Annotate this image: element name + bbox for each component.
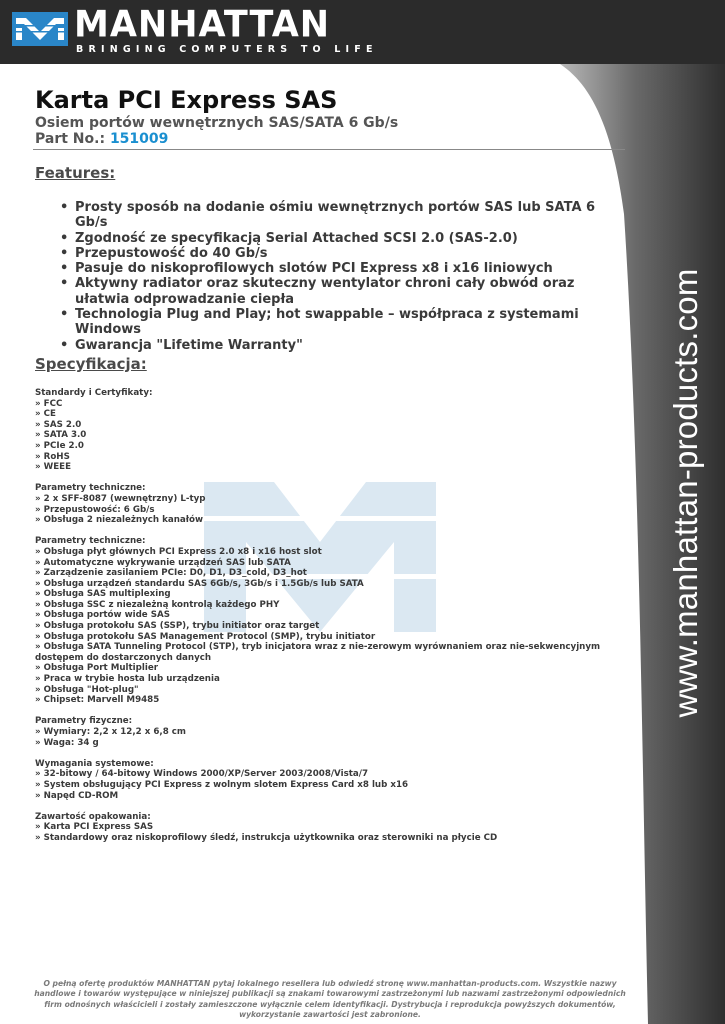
bullet-icon: • — [60, 337, 69, 353]
spec-group-certifications — [35, 388, 615, 473]
bullet-icon: • — [60, 261, 69, 277]
spec-group-title: Zawartość opakowania: — [35, 811, 151, 822]
feature-item: • Pasuje do niskoprofilowych slotów PCI Express x8 i x16 liniowych — [60, 261, 553, 277]
spec-group-title: Parametry fizyczne: — [35, 716, 133, 727]
part-number-line — [35, 131, 168, 147]
spec-line: » 2 x SFF-8087 (wewnętrzny) L-typ — [35, 493, 206, 504]
spec-line: » Wymiary: 2,2 x 12,2 x 6,8 cm — [35, 727, 186, 737]
feature-item: • Aktywny radiator oraz skuteczny wentylator chroni cały obwód oraz ułatwia odprowadzanie ciepła — [60, 276, 575, 307]
spec-line: » Obsługa Port Multiplier — [35, 663, 159, 674]
spec-section — [35, 388, 615, 854]
spec-group-title: Standardy i Certyfikaty: — [35, 388, 153, 398]
spec-line: » Obsługa "Hot-plug" — [35, 684, 139, 695]
features-heading: Features: — [35, 164, 116, 182]
spec-group-physical — [35, 716, 615, 748]
spec-line: » SATA 3.0 — [35, 430, 87, 441]
spec-group-title: Wymagania systemowe: — [35, 758, 154, 769]
spec-line: » WEEE — [35, 462, 72, 473]
bullet-icon: • — [60, 245, 69, 261]
page-title: Karta PCI Express SAS — [35, 86, 338, 114]
spec-group-package-contents — [35, 812, 615, 844]
spec-line: » FCC — [35, 398, 63, 409]
spec-group-title: Parametry techniczne: — [35, 536, 146, 547]
feature-item: • Gwarancja "Lifetime Warranty" — [60, 337, 303, 353]
spec-line: » CE — [35, 409, 56, 420]
spec-line: » Karta PCI Express SAS — [35, 822, 154, 833]
spec-line: » Obsługa protokołu SAS Management Protocol (SMP), trybu initiator — [35, 631, 376, 642]
spec-line: » SAS 2.0 — [35, 419, 82, 430]
spec-line: » Praca w trybie hosta lub urządzenia — [35, 674, 220, 685]
spec-line: » Obsługa 2 niezależnych kanałów — [35, 515, 204, 526]
bullet-icon: • — [60, 276, 69, 292]
footer-disclaimer: O pełną ofertę produktów MANHATTAN pytaj lokalnego resellera lub odwiedź stronę www.manhattan-products.com. Wszystkie nazwy handlowe i towarów występujące w niniejszej publikacji są znakami towarowymi zastrzeżonymi lub nazwami zastrzeżonymi odpowiednich firm odnośnych właścicieli i zostały zamieszczone wyłącznie celem identyfikacji. Dystrybucja i reprodukcja powyższych dokumentów, wykorzystanie zawartości jest zabronione. — [34, 979, 626, 1020]
spec-line: » RoHS — [35, 451, 70, 462]
feature-item: • Technologia Plug and Play; hot swappable – współpraca z systemami Windows — [60, 307, 579, 338]
brand-name: MANHATTAN — [74, 4, 331, 47]
feature-item: • Zgodność ze specyfikacją Serial Attached SCSI 2.0 (SAS-2.0) — [60, 230, 518, 246]
spec-line: » Automatyczne wykrywanie urządzeń SAS lub SATA — [35, 557, 291, 568]
spec-line: » Przepustowość: 6 Gb/s — [35, 504, 155, 515]
features-list — [60, 200, 625, 353]
spec-line: » Zarządzenie zasilaniem PCIe: D0, D1, D3_cold, D3_hot — [35, 568, 307, 579]
spec-line: » Obsługa SAS multiplexing — [35, 589, 171, 600]
manhattan-logo-icon — [12, 12, 68, 46]
part-number-label: Part No.: — [35, 131, 106, 147]
spec-group-technical-2 — [35, 536, 615, 706]
spec-group-technical-1 — [35, 483, 615, 525]
spec-group-system-requirements — [35, 759, 615, 801]
header-bar — [0, 0, 725, 64]
spec-line: » 32-bitowy / 64-bitowy Windows 2000/XP/Server 2003/2008/Vista/7 — [35, 769, 368, 780]
spec-line: » Napęd CD-ROM — [35, 790, 119, 801]
spec-line: » System obsługujący PCI Express z wolnym slotem Express Card x8 lub x16 — [35, 779, 409, 790]
spec-heading: Specyfikacja: — [35, 355, 147, 373]
product-subtitle: Osiem portów wewnętrznych SAS/SATA 6 Gb/s — [35, 115, 399, 131]
spec-line: » Obsługa urządzeń standardu SAS 6Gb/s, 3Gb/s i 1.5Gb/s lub SATA — [35, 578, 364, 589]
spec-line: » Obsługa płyt głównych PCI Express 2.0 x8 i x16 host slot — [35, 546, 322, 557]
spec-group-title: Parametry techniczne: — [35, 483, 146, 494]
spec-line: » Obsługa portów wide SAS — [35, 610, 170, 621]
part-number-value: 151009 — [109, 131, 169, 147]
spec-line: » Obsługa SSC z niezależną kontrolą każdego PHY — [35, 599, 280, 610]
bullet-icon: • — [60, 200, 69, 215]
spec-line: » Standardowy oraz niskoprofilowy śledź, instrukcja użytkownika oraz sterowniki na płycie CD — [35, 832, 498, 843]
spec-line: » Waga: 34 g — [35, 737, 99, 748]
spec-line: » PCIe 2.0 — [35, 440, 84, 451]
side-website-url: www.manhattan-products.com — [667, 268, 704, 718]
brand-tagline: BRINGING COMPUTERS TO LIFE — [76, 44, 378, 55]
feature-item: • Przepustowość do 40 Gb/s — [60, 245, 268, 261]
spec-line: » Chipset: Marvell M9485 — [35, 695, 160, 706]
title-divider — [33, 149, 625, 150]
spec-line: » Obsługa protokołu SAS (SSP), trybu initiator oraz target — [35, 621, 320, 632]
spec-line: » Obsługa SATA Tunneling Protocol (STP), tryb inicjatora wraz z nie-zerowym wyrównaniem oraz nie-sekwencyjnym dostępem do dostarczonych danych — [35, 642, 601, 663]
feature-item: • Prosty sposób na dodanie ośmiu wewnętrznych portów SAS lub SATA 6 Gb/s — [60, 200, 596, 231]
bullet-icon: • — [60, 307, 69, 323]
bullet-icon: • — [60, 230, 69, 246]
